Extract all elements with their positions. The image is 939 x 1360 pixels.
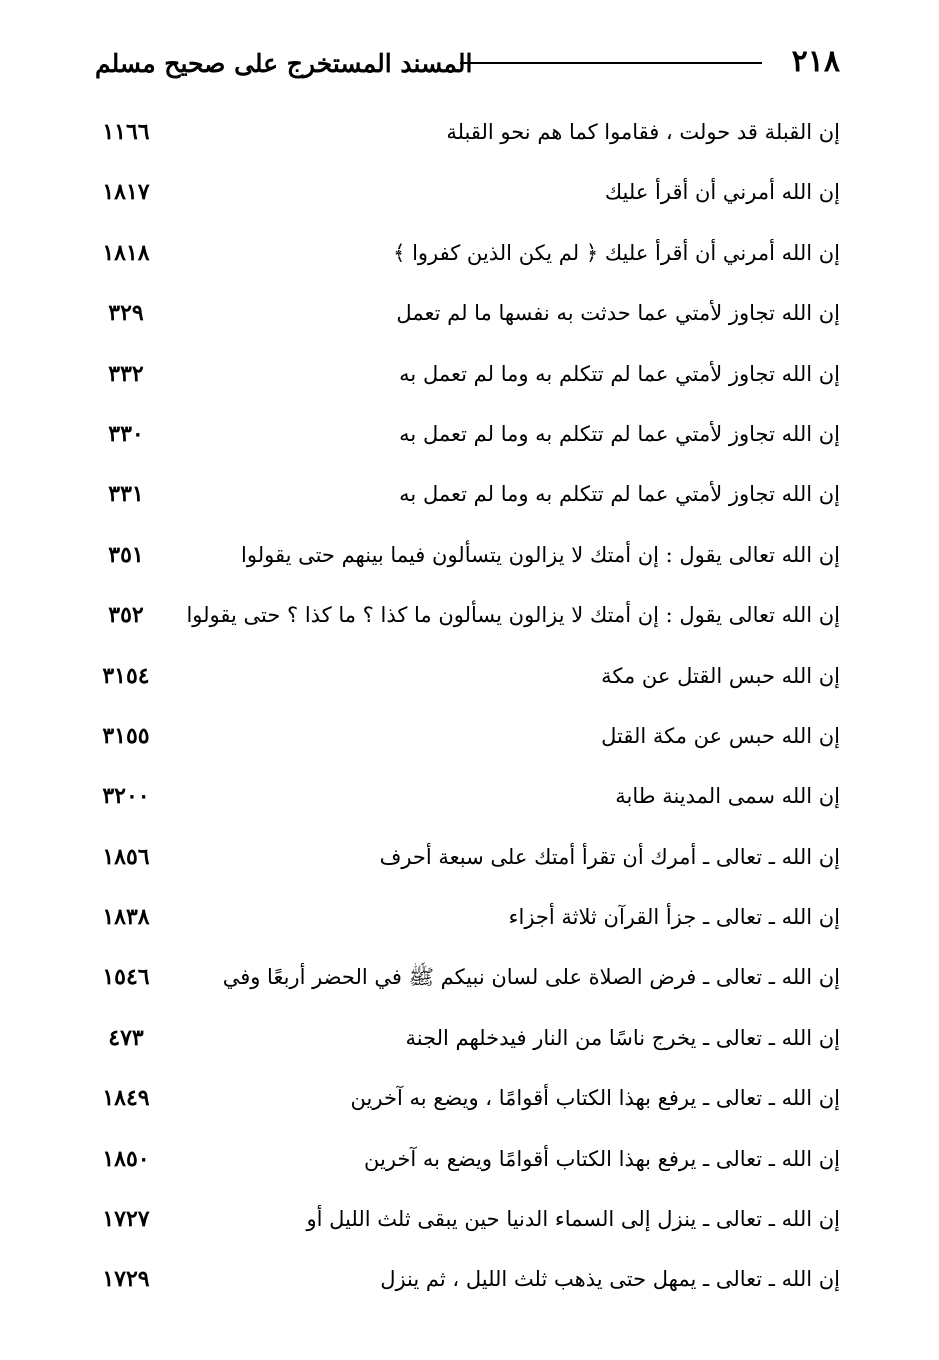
hadith-opening-text: إن الله ـ تعالى ـ جزأ القرآن ثلاثة أجزاء	[508, 905, 840, 930]
index-entry	[95, 587, 840, 647]
hadith-opening-text: إن الله ـ تعالى ـ يرفع بهذا الكتاب أقوامًا ويضع به آخرين	[364, 1146, 840, 1171]
hadith-number: ١٨١٧	[102, 179, 150, 206]
hadith-number: ٣٢٩	[108, 300, 144, 327]
index-entry	[95, 949, 840, 1009]
index-entry	[95, 285, 840, 345]
index-entry	[95, 225, 840, 285]
header-rule	[460, 62, 762, 64]
hadith-opening-text: إن الله حبس عن مكة القتل	[601, 723, 840, 748]
index-entry	[95, 1010, 840, 1070]
page-number: ٢١٨	[791, 44, 840, 79]
index-entry	[95, 104, 840, 164]
hadith-number: ١٨٥٦	[102, 843, 150, 870]
hadith-opening-text: إن الله تجاوز لأمتي عما حدثت به نفسها ما لم تعمل	[396, 301, 840, 326]
hadith-number: ١٨٥٠	[102, 1145, 150, 1172]
index-entry	[95, 708, 840, 768]
hadith-opening-text: إن الله ـ تعالى ـ يمهل حتى يذهب ثلث الليل ، ثم ينزل	[380, 1267, 840, 1292]
hadith-number: ٣٢٠٠	[102, 783, 150, 810]
hadith-number: ٣١٥٥	[102, 722, 150, 749]
hadith-opening-text: إن الله تجاوز لأمتي عما لم تتكلم به وما لم تعمل به	[399, 421, 840, 446]
hadith-number: ١٧٢٩	[102, 1266, 150, 1293]
hadith-number: ١٨٤٩	[102, 1085, 150, 1112]
hadith-number: ٤٧٣	[108, 1024, 144, 1051]
hadith-number: ١٨٣٨	[102, 904, 150, 931]
hadith-opening-text: إن الله تعالى يقول : إن أمتك لا يزالون يسألون ما كذا ؟ ما كذا ؟ حتى يقولوا	[186, 603, 840, 628]
index-entry	[95, 164, 840, 224]
index-entry	[95, 648, 840, 708]
hadith-opening-text: إن القبلة قد حولت ، فقاموا كما هم نحو القبلة	[446, 120, 840, 144]
hadith-opening-text: إن الله حبس القتل عن مكة	[601, 663, 840, 688]
hadith-number: ١٧٢٧	[102, 1206, 150, 1233]
index-entry	[95, 889, 840, 949]
index-entry	[95, 1251, 840, 1311]
hadith-opening-text: إن الله أمرني أن أقرأ عليك ﴿ لم يكن الذين كفروا ﴾	[393, 240, 840, 265]
hadith-opening-text: إن الله ـ تعالى ـ يخرج ناسًا من النار فيدخلهم الجنة	[405, 1025, 840, 1050]
hadith-opening-text: إن الله أمرني أن أقرأ عليك	[604, 180, 840, 205]
hadith-opening-text: إن الله ـ تعالى ـ فرض الصلاة على لسان نبيكم ﷺ في الحضر أربعًا وفي	[222, 965, 840, 990]
book-title: المسند المستخرج على صحيح مسلم	[95, 49, 473, 78]
hadith-index-list	[95, 104, 840, 1312]
index-entry	[95, 346, 840, 406]
index-entry	[95, 406, 840, 466]
hadith-number: ٣٥٢	[108, 602, 144, 629]
page-header	[95, 38, 840, 88]
hadith-opening-text: إن الله تعالى يقول : إن أمتك لا يزالون يتسألون فيما بينهم حتى يقولوا	[241, 542, 840, 567]
hadith-number: ١٥٤٦	[102, 964, 150, 991]
index-entry	[95, 1070, 840, 1130]
hadith-number: ١١٦٦	[102, 119, 150, 145]
hadith-number: ٣٣١	[108, 481, 144, 508]
hadith-opening-text: إن الله ـ تعالى ـ ينزل إلى السماء الدنيا حين يبقى ثلث الليل أو	[306, 1207, 840, 1232]
index-entry	[95, 768, 840, 828]
hadith-number: ٣٣٢	[108, 360, 144, 387]
hadith-opening-text: إن الله سمى المدينة طابة	[615, 784, 840, 809]
hadith-opening-text: إن الله تجاوز لأمتي عما لم تتكلم به وما لم تعمل به	[399, 361, 840, 386]
index-entry	[95, 1191, 840, 1251]
hadith-number: ٣١٥٤	[102, 662, 150, 689]
hadith-opening-text: إن الله تجاوز لأمتي عما لم تتكلم به وما لم تعمل به	[399, 482, 840, 507]
index-entry	[95, 527, 840, 587]
hadith-opening-text: إن الله ـ تعالى ـ يرفع بهذا الكتاب أقوامًا ، ويضع به آخرين	[350, 1086, 840, 1111]
index-entry	[95, 466, 840, 526]
hadith-number: ١٨١٨	[102, 239, 150, 266]
index-entry	[95, 829, 840, 889]
hadith-number: ٣٣٠	[108, 420, 144, 447]
hadith-opening-text: إن الله ـ تعالى ـ أمرك أن تقرأ أمتك على سبعة أحرف	[379, 844, 840, 869]
index-entry	[95, 1131, 840, 1191]
hadith-number: ٣٥١	[108, 541, 144, 568]
